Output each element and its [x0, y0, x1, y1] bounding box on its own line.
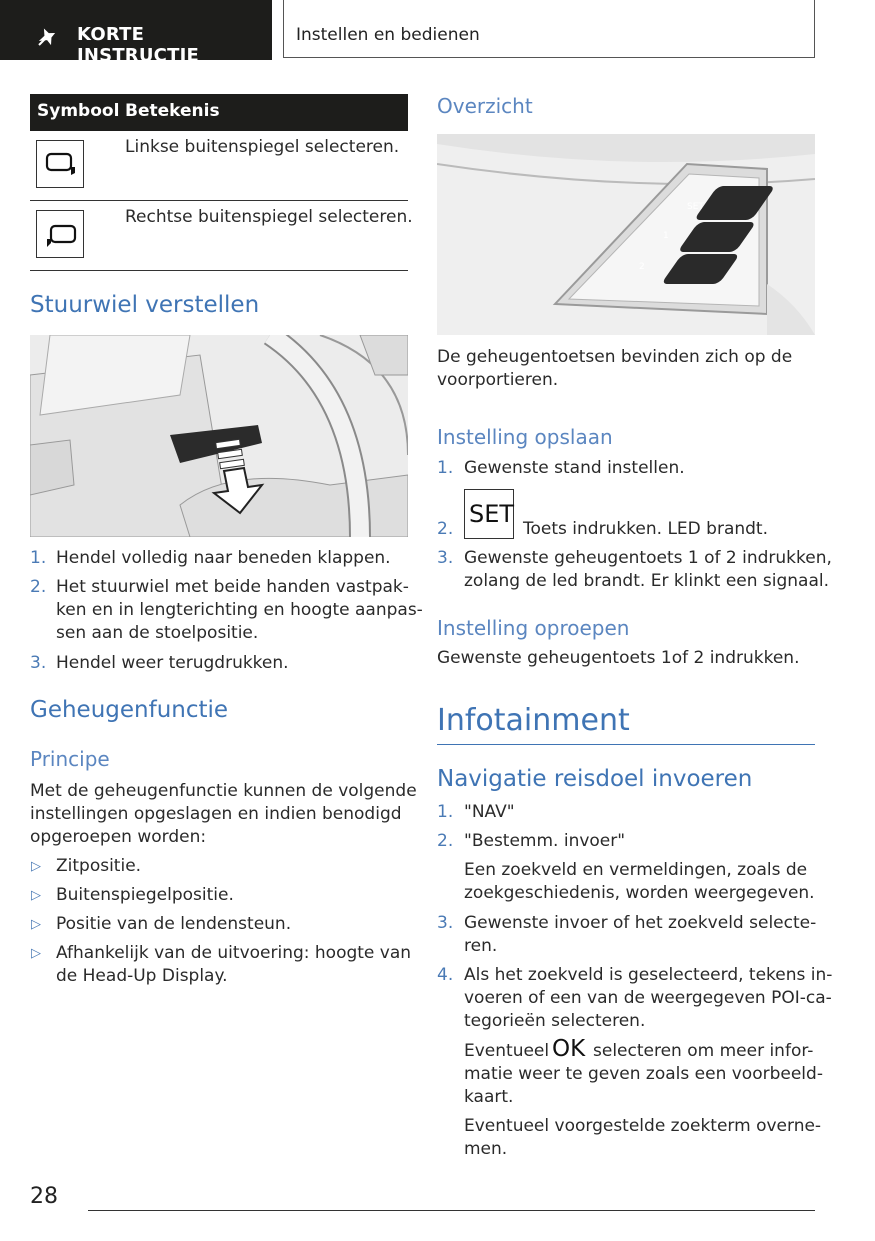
nav-step-1-num: 1. [437, 802, 454, 822]
steering-step-2-num: 2. [30, 577, 47, 597]
set-button-label: SET [469, 500, 515, 528]
principle-text [30, 780, 417, 849]
overview-caption-line-2: voorportieren. [437, 370, 559, 390]
steering-lever-image [30, 335, 408, 537]
chapter-box [283, 0, 815, 58]
right-mirror-select-icon [36, 210, 84, 258]
ok-note-cont [464, 1063, 823, 1109]
steering-step-2-line-1: Het stuurwiel met beide handen vastpak- [56, 577, 409, 597]
save-step-2: Toets indrukken. LED brandt. [523, 519, 768, 539]
bullet-icon: ▷ [31, 946, 41, 961]
table-row-1-text: Linkse buitenspiegel selecteren. [125, 137, 400, 157]
nav-step-2-note-line-1: Een zoekveld en vermeldingen, zoals de [464, 860, 808, 880]
nav-step-4-line-2: voeren of een van de weergegeven POI-ca- [464, 988, 832, 1008]
bullet-icon: ▷ [31, 859, 41, 874]
memory-bullet-3: Positie van de lendensteun. [56, 914, 292, 934]
ok-note-line-2: kaart. [464, 1087, 514, 1107]
nav-heading: Navigatie reisdoel invoeren [437, 766, 753, 792]
memory-bullet-4-line-2: de Head-Up Display. [56, 966, 228, 986]
save-step-3 [464, 547, 832, 593]
steering-step-1-num: 1. [30, 548, 47, 568]
section-title: KORTE INSTRUCTIE [77, 24, 199, 66]
save-step-3-num: 3. [437, 548, 454, 568]
steering-step-3: Hendel weer terugdrukken. [56, 653, 289, 673]
nav-step-2-note [464, 859, 815, 905]
bullet-icon: ▷ [31, 888, 41, 903]
infotainment-rule [437, 744, 815, 745]
recall-heading: Instelling oproepen [437, 616, 630, 640]
col-meaning: Betekenis [125, 101, 220, 121]
ok-button-label: OK [552, 1036, 586, 1062]
ok-note-suffix: selecteren om meer infor- [593, 1041, 814, 1061]
principle-line-1: Met de geheugenfunctie kunnen de volgende [30, 781, 417, 801]
nav-step-1: "NAV" [464, 802, 515, 822]
table-bottom-rule [30, 270, 408, 271]
symbol-table-header [30, 94, 408, 131]
principle-line-2: instellingen opgeslagen en indien benodigd [30, 804, 402, 824]
nav-step-3 [464, 912, 816, 958]
nav-step-3-line-1: Gewenste invoer of het zoekveld selecte- [464, 913, 817, 933]
overview-caption [437, 346, 792, 392]
overview-heading: Overzicht [437, 94, 533, 118]
save-heading: Instelling opslaan [437, 425, 613, 449]
steering-step-3-num: 3. [30, 653, 47, 673]
steering-step-2 [56, 576, 423, 645]
memory-bullet-2: Buitenspiegelpositie. [56, 885, 234, 905]
steering-step-1: Hendel volledig naar beneden klappen. [56, 548, 391, 568]
section-tab [0, 0, 272, 66]
infotainment-heading: Infotainment [437, 703, 630, 738]
final-note-line-2: men. [464, 1139, 508, 1159]
nav-step-4-line-3: tegorieën selecteren. [464, 1011, 646, 1031]
nav-step-4 [464, 964, 832, 1033]
memory-buttons-image [437, 134, 815, 335]
overview-caption-line-1: De geheugentoetsen bevinden zich op de [437, 347, 793, 367]
panel-label-set: SET [687, 202, 704, 212]
memory-bullet-1: Zitpositie. [56, 856, 142, 876]
principle-heading: Principe [30, 747, 110, 771]
footer-rule [88, 1210, 815, 1211]
save-step-1-num: 1. [437, 458, 454, 478]
memory-bullet-4 [56, 942, 411, 988]
nav-step-4-num: 4. [437, 965, 454, 985]
steering-heading: Stuurwiel verstellen [30, 292, 260, 318]
nav-step-4-line-1: Als het zoekveld is geselecteerd, tekens in- [464, 965, 833, 985]
nav-step-3-line-2: ren. [464, 936, 498, 956]
table-divider [30, 200, 408, 201]
memory-heading: Geheugenfunctie [30, 697, 229, 723]
nav-step-3-num: 3. [437, 913, 454, 933]
nav-step-2: "Bestemm. invoer" [464, 831, 626, 851]
chapter-title: Instellen en bedienen [296, 25, 480, 45]
final-note-line-1: Eventueel voorgestelde zoekterm overne- [464, 1116, 822, 1136]
nav-step-2-note-line-2: zoekgeschiedenis, worden weergegeven. [464, 883, 815, 903]
bullet-icon: ▷ [31, 917, 41, 932]
save-step-2-num: 2. [437, 519, 454, 539]
principle-line-3: opgeroepen worden: [30, 827, 207, 847]
save-step-3-line-2: zolang de led brandt. Er klinkt een signaal. [464, 571, 830, 591]
steering-step-2-line-2: ken en in lengterichting en hoogte aanpas- [56, 600, 423, 620]
left-mirror-select-icon [36, 140, 84, 188]
recall-text: Gewenste geheugentoets 1of 2 indrukken. [437, 648, 800, 668]
panel-label-2: 2 [639, 262, 645, 272]
ok-note-prefix: Eventueel [464, 1041, 550, 1061]
steering-step-2-line-3: sen aan de stoelpositie. [56, 623, 259, 643]
memory-bullet-4-line-1: Afhankelijk van de uitvoering: hoogte van [56, 943, 412, 963]
save-step-3-line-1: Gewenste geheugentoets 1 of 2 indrukken, [464, 548, 832, 568]
page-number: 28 [30, 1184, 58, 1209]
nav-step-2-num: 2. [437, 831, 454, 851]
set-button-icon [464, 489, 514, 539]
col-symbol: Symbool [37, 101, 120, 121]
table-row-2-text: Rechtse buitenspiegel selecteren. [125, 207, 413, 227]
save-step-1: Gewenste stand instellen. [464, 458, 685, 478]
pin-icon [36, 26, 58, 48]
panel-label-1: 1 [663, 231, 669, 241]
ok-note-line-1: matie weer te geven zoals een voorbeeld- [464, 1064, 823, 1084]
final-note [464, 1115, 821, 1161]
